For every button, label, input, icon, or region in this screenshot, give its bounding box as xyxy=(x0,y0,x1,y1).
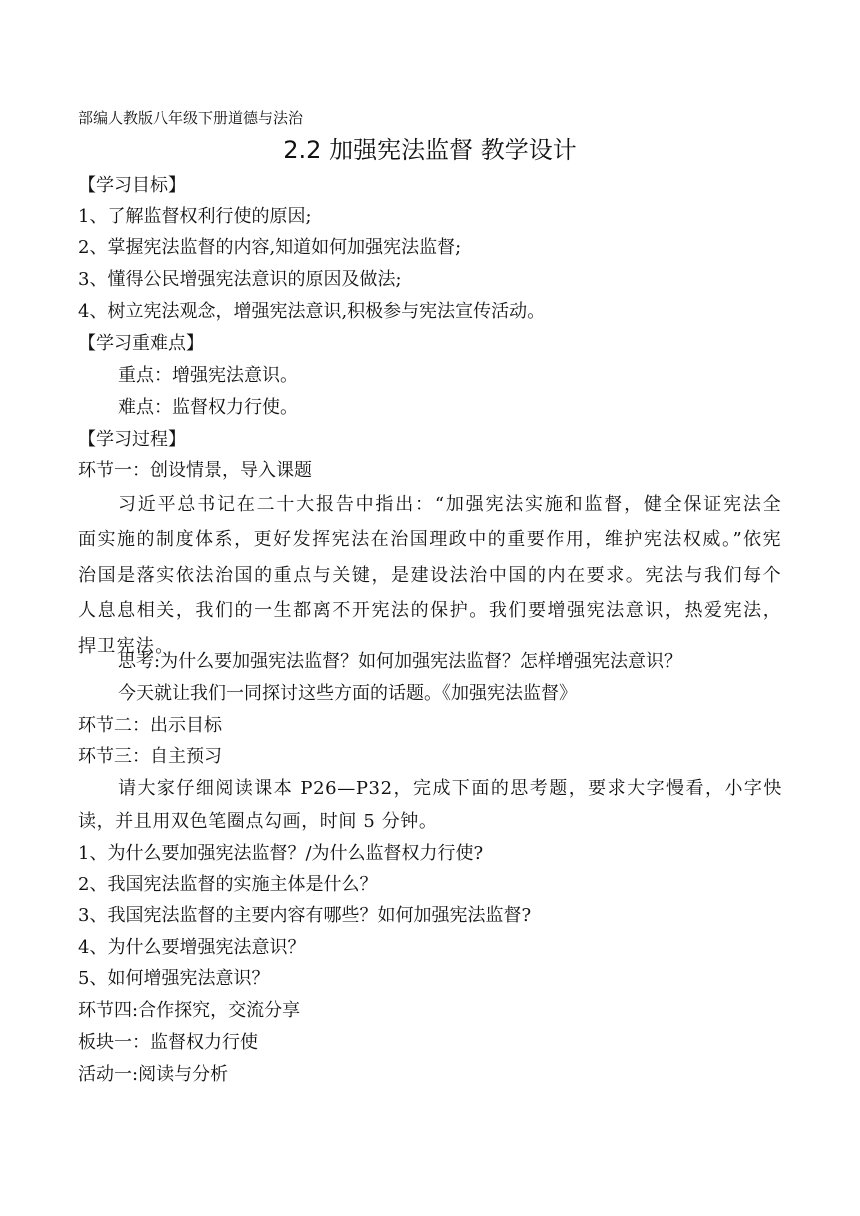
goal-item-3: 3、懂得公民增强宪法意识的原因及做法; xyxy=(78,269,402,290)
step4-heading: 环节四:合作探究，交流分享 xyxy=(78,1000,301,1021)
step3-heading: 环节三：自主预习 xyxy=(78,746,222,767)
goals-heading: 【学习目标】 xyxy=(78,175,186,196)
activity1-heading: 活动一:阅读与分析 xyxy=(78,1064,229,1085)
question-item-3: 3、我国宪法监督的主要内容有哪些？如何加强宪法监督? xyxy=(78,905,532,926)
question-item-1: 1、为什么要加强宪法监督？/为什么监督权力行使? xyxy=(78,843,484,864)
step1-paragraph: 习近平总书记在二十大报告中指出：“加强宪法实施和监督，健全保证宪法全面实施的制度体系，更好发挥宪法在治国理政中的重要作用，维护宪法权威。”依宪治国是落实依法治国的重点与关键，是建设法治中国的内在要求。宪法与我们每个人息息相关，我们的一生都离不开宪法的保护。我们要增强宪法意识，热爱宪法，捍卫宪法。 xyxy=(78,494,782,657)
step3-paragraph: 请大家仔细阅读课本 P26—P32，完成下面的思考题，要求大字慢看，小字快读，并且用双色笔圈点勾画，时间 5 分钟。 xyxy=(78,778,782,832)
document-header: 部编人教版八年级下册道德与法治 xyxy=(78,109,304,127)
difficult-point: 难点：监督权力行使。 xyxy=(118,397,298,418)
process-heading: 【学习过程】 xyxy=(78,429,186,450)
step1-topic: 今天就让我们一同探讨这些方面的话题。《加强宪法监督》 xyxy=(118,683,577,704)
question-item-2: 2、我国宪法监督的实施主体是什么？ xyxy=(78,874,378,895)
question-item-5: 5、如何增强宪法意识？ xyxy=(78,968,270,989)
question-item-4: 4、为什么要增强宪法意识？ xyxy=(78,937,306,958)
document-title: 2.2 加强宪法监督 教学设计 xyxy=(283,136,577,164)
module1-heading: 板块一：监督权力行使 xyxy=(78,1032,258,1053)
goal-item-2: 2、掌握宪法监督的内容,知道如何加强宪法监督; xyxy=(78,237,462,258)
step1-heading: 环节一：创设情景，导入课题 xyxy=(78,460,312,481)
step1-question: 思考:为什么要加强宪法监督？如何加强宪法监督？怎样增强宪法意识？ xyxy=(118,651,683,672)
key-points-heading: 【学习重难点】 xyxy=(78,333,204,354)
goal-item-1: 1、了解监督权利行使的原因; xyxy=(78,206,312,227)
step2-heading: 环节二：出示目标 xyxy=(78,715,222,736)
goal-item-4: 4、树立宪法观念，增强宪法意识,积极参与宪法宣传活动。 xyxy=(78,301,546,322)
key-point: 重点：增强宪法意识。 xyxy=(118,365,298,386)
